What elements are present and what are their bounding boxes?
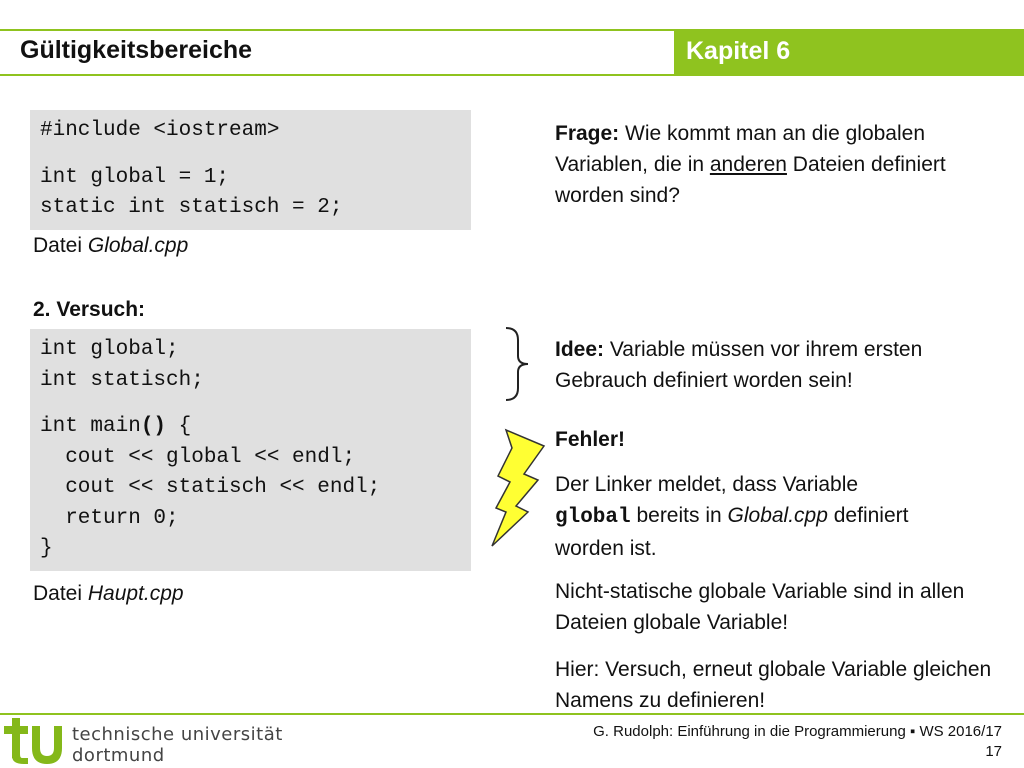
note-paragraph: Hier: Versuch, erneut globale Variable gleichen Namens zu definieren! — [555, 658, 992, 712]
university-name-line1: technische universität — [72, 724, 283, 745]
footer-credit: G. Rudolph: Einführung in die Programmierung ▪ WS 2016/17 — [593, 723, 1002, 740]
idea-text: Variable müssen vor ihrem ersten Gebrauch definiert worden sein! — [555, 338, 923, 392]
slide-title: Gültigkeitsbereiche — [20, 36, 253, 64]
chapter-badge: Kapitel 6 — [674, 30, 1024, 74]
header-bottom-rule — [0, 74, 1024, 76]
question-text: Dateien definiert worden sind? — [555, 153, 946, 207]
idea-paragraph — [555, 334, 1005, 396]
code-line: int statisch; — [40, 368, 204, 392]
linker-text: definiert worden ist. — [555, 504, 909, 560]
code-line: #include <iostream> — [40, 119, 280, 142]
university-name-line2: dortmund — [72, 745, 165, 766]
note-paragraph: Nicht-statische globale Variable sind in allen Dateien globale Variable! — [555, 580, 965, 634]
question-label: Frage: — [555, 122, 620, 145]
code-line: int global = 1; — [40, 165, 230, 189]
page-number: 17 — [985, 743, 1002, 760]
question-paragraph — [555, 118, 955, 211]
code-line — [40, 412, 461, 443]
code-line: } — [40, 537, 53, 560]
brace-icon — [500, 326, 530, 402]
code-block-main — [30, 329, 471, 571]
code-line: return 0; — [40, 506, 179, 530]
code-fragment: int main — [40, 415, 141, 438]
idea-label: Idee: — [555, 338, 605, 361]
underlined-word: anderen — [709, 153, 787, 176]
code-fragment: { — [166, 415, 192, 438]
caption-main-file — [33, 578, 184, 609]
tu-logo-icon — [4, 718, 66, 766]
code-block-global — [30, 110, 471, 230]
inline-code: global — [555, 506, 631, 529]
caption-global-file — [33, 230, 188, 261]
attempt-label: 2. Versuch: — [33, 298, 146, 321]
linker-paragraph — [555, 469, 935, 564]
code-fragment-bold: () — [140, 415, 167, 438]
caption-filename: Haupt.cpp — [87, 582, 184, 605]
linker-text: Der Linker meldet, dass Variable — [555, 473, 859, 496]
code-line: static int statisch = 2; — [40, 196, 343, 219]
caption-filename: Global.cpp — [87, 234, 189, 257]
linker-text: bereits in — [630, 504, 728, 527]
code-line: cout << global << endl; — [40, 445, 356, 469]
code-line: cout << statisch << endl; — [40, 476, 381, 499]
caption-prefix: Datei — [33, 234, 88, 257]
footer-rule — [0, 713, 1024, 715]
question-text: Wie kommt man an die globalen Variablen, die in — [555, 122, 925, 176]
code-line: int global; — [40, 338, 179, 361]
error-heading: Fehler! — [555, 428, 626, 451]
lightning-icon — [488, 428, 548, 548]
caption-prefix: Datei — [33, 582, 88, 605]
linker-filename: Global.cpp — [727, 504, 828, 527]
